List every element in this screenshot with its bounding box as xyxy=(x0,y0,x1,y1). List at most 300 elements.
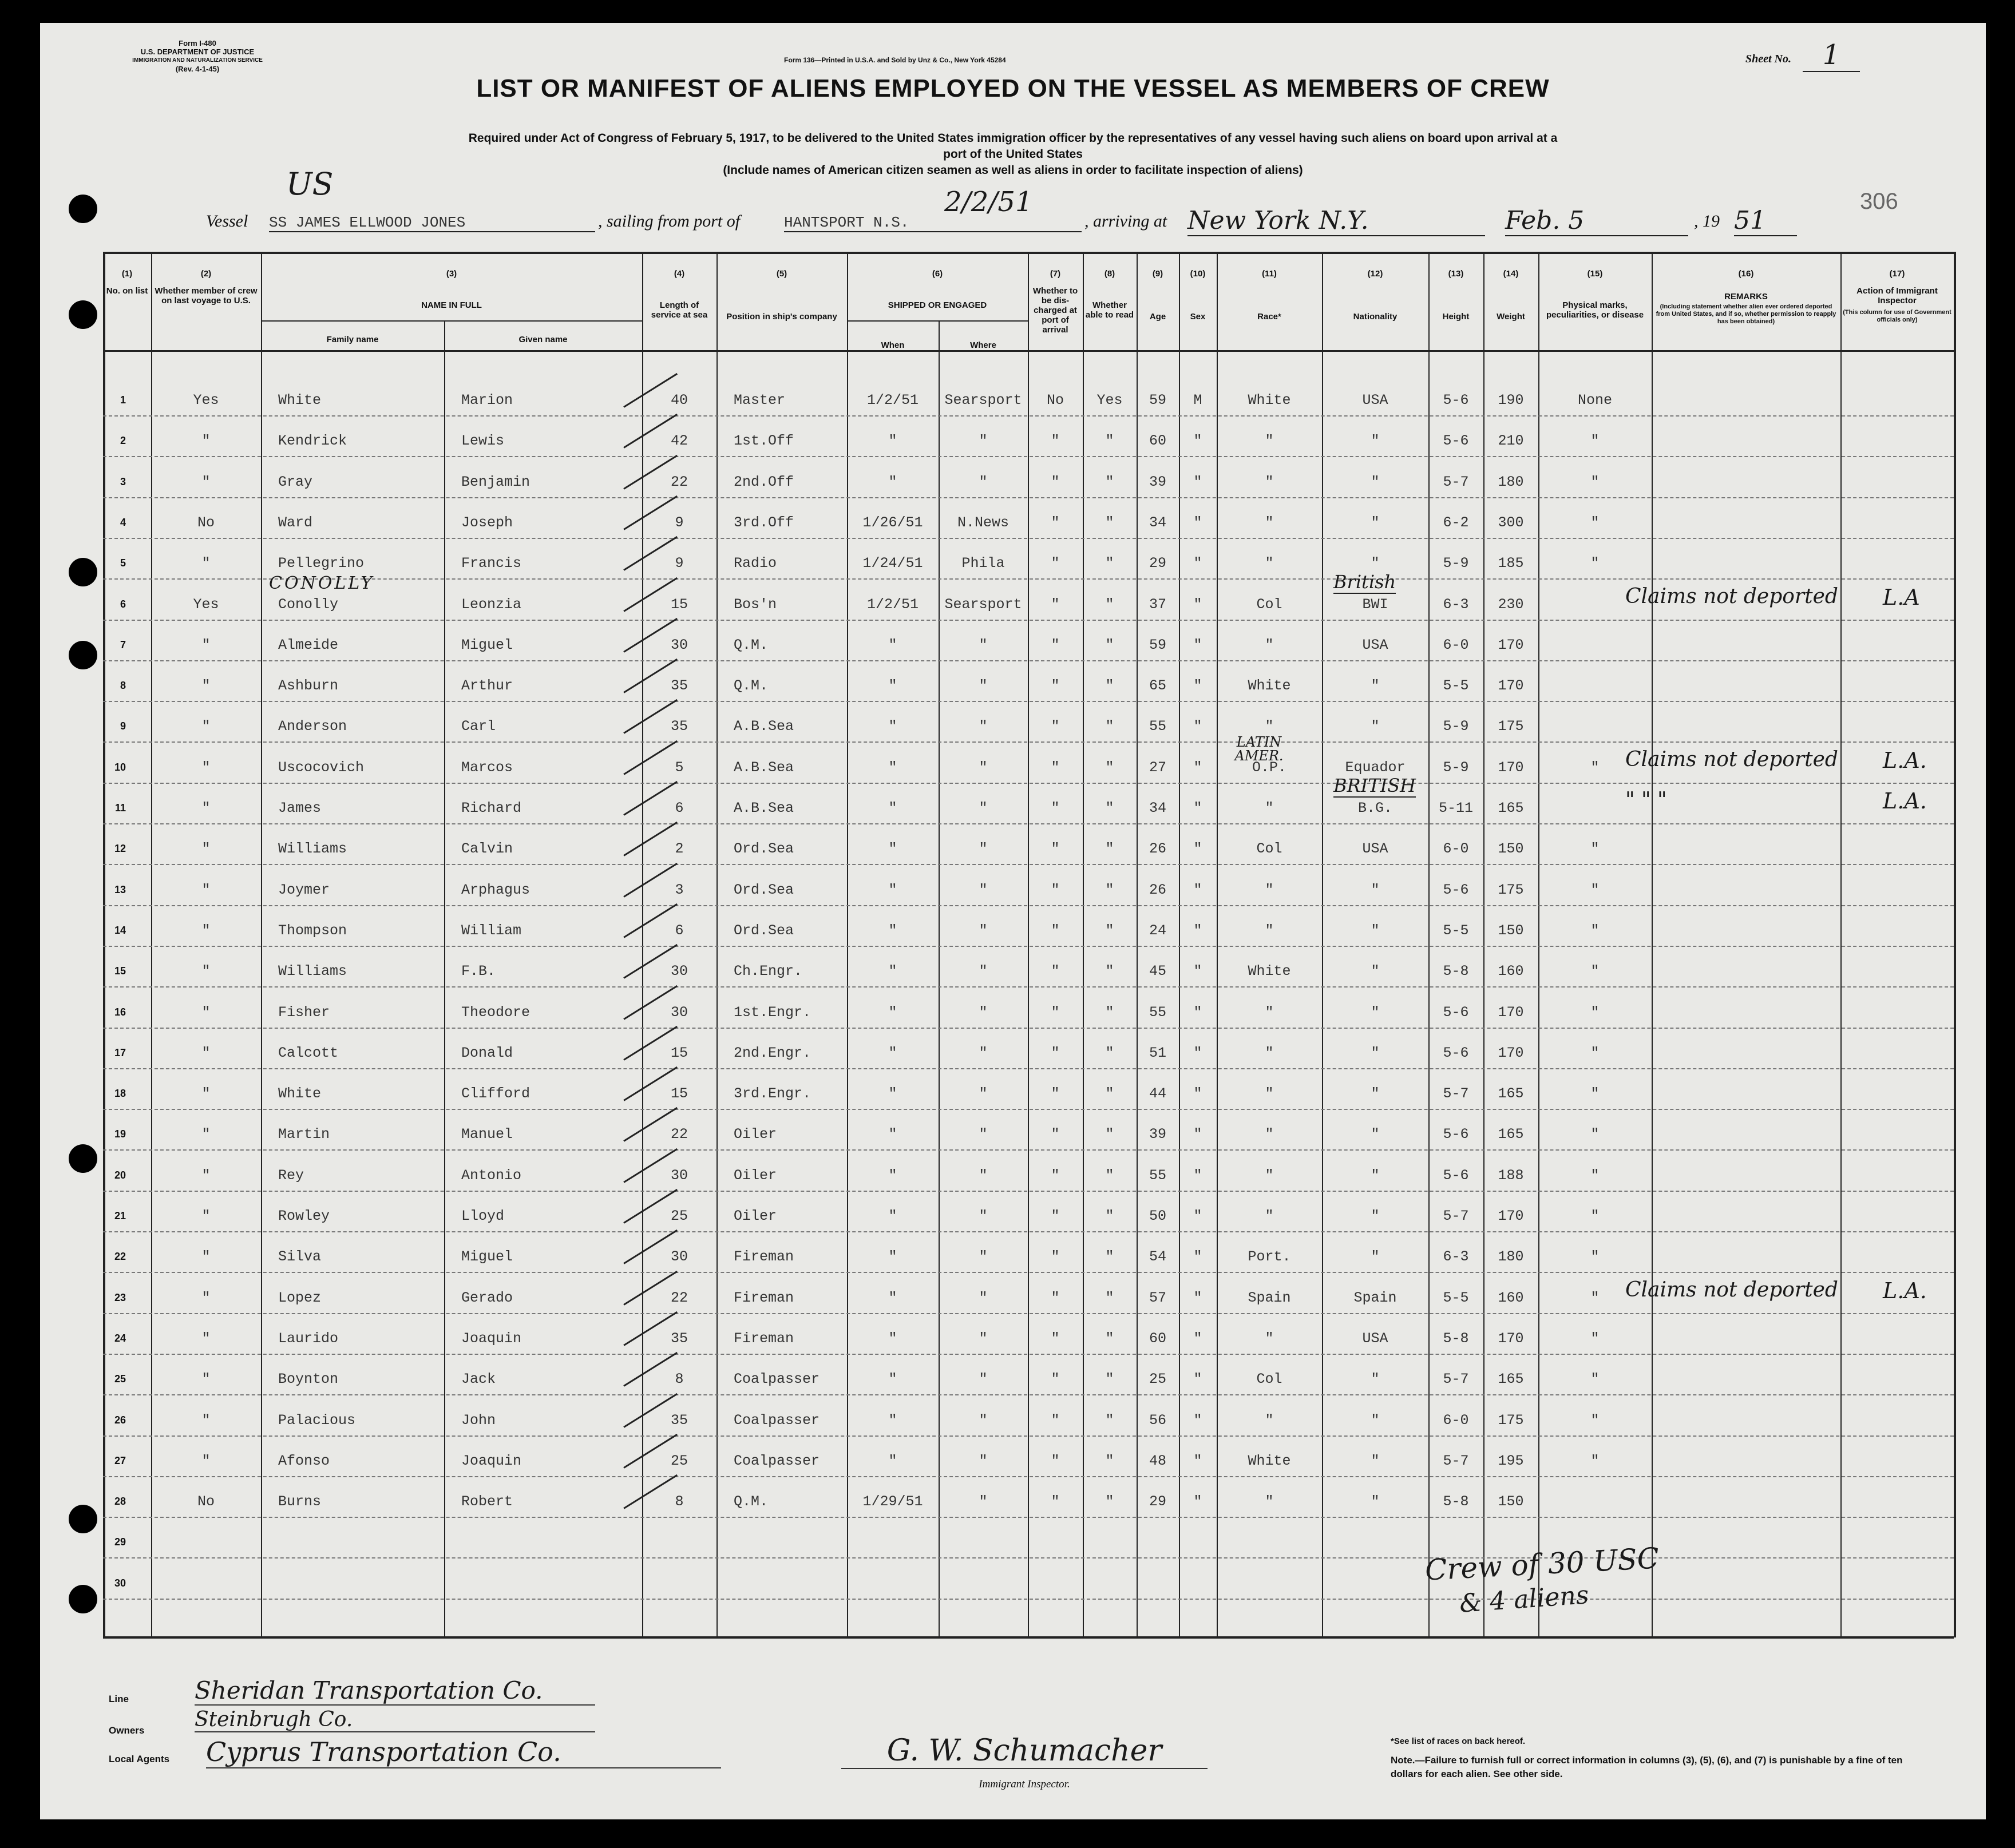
cell-weight: 188 xyxy=(1498,1167,1524,1184)
cell-where: " xyxy=(979,1167,988,1184)
cell-weight: 185 xyxy=(1498,555,1524,572)
cell-given: Lloyd xyxy=(461,1208,505,1224)
cell-sex: " xyxy=(1193,759,1202,776)
cell-discharged: " xyxy=(1051,1493,1060,1510)
cell-when: " xyxy=(888,1044,897,1061)
cell-read: " xyxy=(1105,1411,1114,1429)
cell-height: 6-0 xyxy=(1443,636,1469,653)
cell-weight: 165 xyxy=(1498,1085,1524,1103)
cell-sex: " xyxy=(1193,636,1202,653)
cell-read: " xyxy=(1105,596,1114,613)
cell-height: 5-5 xyxy=(1443,1289,1469,1306)
table-row xyxy=(103,620,1954,661)
cell-where: " xyxy=(979,677,988,695)
subtitle-line-2: port of the United States xyxy=(943,148,1083,161)
cell-discharged: " xyxy=(1051,1330,1060,1347)
cell-where: " xyxy=(979,473,988,490)
col3-label: NAME IN FULL xyxy=(421,300,482,310)
cell-height: 6-3 xyxy=(1443,1248,1469,1266)
cell-service: 35 xyxy=(670,718,688,735)
cell-position: Q.M. xyxy=(734,636,769,653)
cell-nationality: " xyxy=(1371,1085,1380,1103)
row-number: 22 xyxy=(114,1251,126,1263)
cell-discharged: " xyxy=(1051,800,1060,816)
nationality-annotation: BRITISH xyxy=(1333,775,1416,796)
cell-age: 55 xyxy=(1149,1004,1166,1021)
cell-race: Col xyxy=(1256,1371,1282,1388)
cell-race: " xyxy=(1265,1044,1274,1061)
table-row xyxy=(103,660,1954,702)
cell-nationality: USA xyxy=(1362,840,1388,858)
cell-given: Clifford xyxy=(461,1085,531,1103)
cell-service: 8 xyxy=(675,1371,684,1388)
cell-marks: " xyxy=(1590,840,1600,858)
col12-label: Nationality xyxy=(1353,312,1398,322)
table-row xyxy=(103,1476,1954,1518)
cell-weight: 180 xyxy=(1498,473,1524,490)
cell-prev: " xyxy=(201,840,211,858)
cell-when: " xyxy=(888,433,897,450)
cell-when: " xyxy=(888,1004,897,1021)
cell-service: 30 xyxy=(670,636,688,653)
given-name-header: Given name xyxy=(518,335,568,344)
department: U.S. DEPARTMENT OF JUSTICE xyxy=(140,47,255,56)
cell-race: " xyxy=(1265,1126,1274,1143)
col12-num: (12) xyxy=(1367,269,1383,279)
cell-prev: " xyxy=(201,1371,211,1388)
cell-position: 1st.Off xyxy=(734,433,794,450)
cell-read: " xyxy=(1105,1330,1114,1347)
cell-race: " xyxy=(1265,881,1274,898)
cell-nationality: USA xyxy=(1362,636,1388,653)
cell-position: Ch.Engr. xyxy=(734,963,803,980)
where-header: Where xyxy=(970,340,996,350)
cell-prev: " xyxy=(201,1330,211,1347)
cell-position: Ord.Sea xyxy=(734,881,794,898)
cell-race: " xyxy=(1265,473,1274,490)
cell-where: N.News xyxy=(957,514,1009,531)
cell-height: 6-2 xyxy=(1443,514,1469,531)
cell-family: Palacious xyxy=(278,1411,356,1429)
col8-label: Whether able to read xyxy=(1085,300,1134,320)
cell-nationality: " xyxy=(1371,1493,1380,1510)
sheet-number: 1 xyxy=(1803,39,1860,72)
row-number: 13 xyxy=(114,883,126,895)
cell-age: 59 xyxy=(1149,392,1166,409)
cell-prev: " xyxy=(201,433,211,450)
cell-given: Miguel xyxy=(461,1248,513,1266)
cell-nationality: " xyxy=(1371,1044,1380,1061)
cell-where: " xyxy=(979,800,988,816)
cell-where: " xyxy=(979,1411,988,1429)
cell-family: Ward xyxy=(278,514,313,531)
cell-position: Fireman xyxy=(734,1248,794,1266)
cell-weight: 170 xyxy=(1498,636,1524,653)
cell-discharged: " xyxy=(1051,1044,1060,1061)
cell-when: " xyxy=(888,677,897,695)
cell-age: 29 xyxy=(1149,555,1166,572)
cell-weight: 175 xyxy=(1498,1411,1524,1429)
subheader-rule xyxy=(261,320,642,322)
cell-age: 25 xyxy=(1149,1371,1166,1388)
cell-weight: 165 xyxy=(1498,1126,1524,1143)
table-row xyxy=(103,946,1954,988)
cell-age: 27 xyxy=(1149,759,1166,776)
cell-service: 2 xyxy=(675,840,684,858)
cell-prev: " xyxy=(201,1044,211,1061)
cell-family: Joymer xyxy=(278,881,330,898)
cell-discharged: " xyxy=(1051,922,1060,939)
cell-family: Williams xyxy=(278,963,347,980)
cell-when: 1/24/51 xyxy=(862,555,923,572)
cell-height: 5-7 xyxy=(1443,473,1469,490)
row-number: 16 xyxy=(114,1006,126,1018)
row-number: 4 xyxy=(120,516,126,528)
cell-marks: " xyxy=(1590,1208,1600,1224)
col6-num: (6) xyxy=(932,269,943,279)
cell-sex: " xyxy=(1193,1411,1202,1429)
row-number: 21 xyxy=(114,1210,126,1222)
cell-service: 15 xyxy=(670,596,688,613)
cell-given: Joaquin xyxy=(461,1452,522,1469)
line-value: Sheridan Transportation Co. xyxy=(195,1676,595,1706)
cell-height: 5-8 xyxy=(1443,1493,1469,1510)
cell-read: Yes xyxy=(1096,392,1123,409)
cell-prev: " xyxy=(201,1208,211,1224)
note-label: Note. xyxy=(1391,1755,1415,1766)
cell-weight: 170 xyxy=(1498,1044,1524,1061)
cell-race: " xyxy=(1265,514,1274,531)
row-number: 2 xyxy=(120,435,126,447)
cell-sex: " xyxy=(1193,1452,1202,1469)
cell-when: " xyxy=(888,1126,897,1143)
col13-label: Height xyxy=(1442,312,1470,322)
page-title: LIST OR MANIFEST OF ALIENS EMPLOYED ON THE VESSEL AS MEMBERS OF CREW xyxy=(476,74,1550,102)
cell-age: 59 xyxy=(1149,636,1166,653)
cell-nationality: B.G. xyxy=(1357,800,1392,816)
inspector-signature: G. W. Schumacher xyxy=(841,1734,1208,1769)
cell-position: Fireman xyxy=(734,1330,794,1347)
cell-discharged: " xyxy=(1051,1126,1060,1143)
col9-num: (9) xyxy=(1152,269,1163,279)
cell-nationality: " xyxy=(1371,963,1380,980)
col17-label: Action of Immigrant Inspector xyxy=(1856,286,1938,306)
col5-label: Position in ship's company xyxy=(726,312,837,322)
cell-weight: 175 xyxy=(1498,881,1524,898)
cell-when: " xyxy=(888,1371,897,1388)
cell-race: Col xyxy=(1256,840,1282,858)
table-row xyxy=(103,1395,1954,1437)
cell-sex: " xyxy=(1193,1248,1202,1266)
cell-discharged: " xyxy=(1051,963,1060,980)
cell-given: Richard xyxy=(461,800,522,816)
cell-service: 42 xyxy=(670,433,688,450)
col17-num: (17) xyxy=(1889,269,1905,279)
cell-race: " xyxy=(1265,800,1274,816)
cell-where: " xyxy=(979,1248,988,1266)
cell-age: 57 xyxy=(1149,1289,1166,1306)
cell-race: " xyxy=(1265,718,1274,735)
cell-prev: Yes xyxy=(193,392,219,409)
vessel-name: SS JAMES ELLWOOD JONES xyxy=(269,214,595,232)
row-number: 6 xyxy=(120,598,126,610)
table-row xyxy=(103,905,1954,947)
cell-height: 6-3 xyxy=(1443,596,1469,613)
cell-age: 50 xyxy=(1149,1208,1166,1224)
cell-family: Kendrick xyxy=(278,433,347,450)
row-number: 10 xyxy=(114,761,126,773)
agents-value: Cyprus Transportation Co. xyxy=(206,1736,721,1768)
cell-marks: " xyxy=(1590,1371,1600,1388)
printer-line: Form 136—Printed in U.S.A. and Sold by Unz & Co., New York 45284 xyxy=(784,56,1006,64)
cell-sex: " xyxy=(1193,1208,1202,1224)
cell-given: William xyxy=(461,922,522,939)
col14-num: (14) xyxy=(1503,269,1519,279)
cell-given: Manuel xyxy=(461,1126,513,1143)
sailing-label: , sailing from port of xyxy=(598,212,741,231)
cell-discharged: " xyxy=(1051,677,1060,695)
cell-marks: " xyxy=(1590,1167,1600,1184)
cell-discharged: " xyxy=(1051,1085,1060,1103)
cell-where: " xyxy=(979,922,988,939)
cell-where: Phila xyxy=(961,555,1005,572)
table-row xyxy=(103,1109,1954,1151)
cell-discharged: " xyxy=(1051,1411,1060,1429)
cell-read: " xyxy=(1105,514,1114,531)
arrival-date: Feb. 5 xyxy=(1505,206,1688,236)
row-number: 29 xyxy=(114,1536,126,1548)
cell-weight: 160 xyxy=(1498,963,1524,980)
cell-read: " xyxy=(1105,1208,1114,1224)
row-number: 11 xyxy=(114,802,126,814)
cell-height: 5-9 xyxy=(1443,555,1469,572)
cell-read: " xyxy=(1105,1452,1114,1469)
table-row xyxy=(103,701,1954,743)
owners-value: Steinbrugh Co. xyxy=(195,1708,595,1732)
cell-prev: " xyxy=(201,1167,211,1184)
cell-position: 1st.Engr. xyxy=(734,1004,811,1021)
col6-label: SHIPPED OR ENGAGED xyxy=(888,300,987,310)
crew-summary-aliens: & 4 aliens xyxy=(1458,1580,1590,1619)
cell-when: 1/2/51 xyxy=(866,596,919,613)
cell-race: White xyxy=(1248,392,1291,409)
cell-age: 60 xyxy=(1149,1330,1166,1347)
cell-family: Martin xyxy=(278,1126,330,1143)
row-number: 25 xyxy=(114,1373,126,1385)
cell-sex: " xyxy=(1193,718,1202,735)
cell-given: Arphagus xyxy=(461,881,531,898)
table-row xyxy=(103,1068,1954,1110)
inspector-action: L.A xyxy=(1883,584,1920,610)
cell-given: John xyxy=(461,1411,496,1429)
cell-height: 5-11 xyxy=(1438,800,1473,816)
cell-nationality: " xyxy=(1371,1371,1380,1388)
cell-age: 51 xyxy=(1149,1044,1166,1061)
cell-read: " xyxy=(1105,1004,1114,1021)
cell-where: " xyxy=(979,1371,988,1388)
cell-discharged: " xyxy=(1051,433,1060,450)
cell-sex: " xyxy=(1193,840,1202,858)
cell-marks: " xyxy=(1590,433,1600,450)
cell-given: Theodore xyxy=(461,1004,531,1021)
cell-weight: 230 xyxy=(1498,596,1524,613)
cell-family: Burns xyxy=(278,1493,322,1510)
cell-service: 35 xyxy=(670,1411,688,1429)
cell-discharged: " xyxy=(1051,1452,1060,1469)
cell-where: " xyxy=(979,840,988,858)
cell-read: " xyxy=(1105,881,1114,898)
cell-weight: 170 xyxy=(1498,759,1524,776)
col1-label: No. on list xyxy=(106,286,148,296)
cell-age: 48 xyxy=(1149,1452,1166,1469)
cell-weight: 165 xyxy=(1498,800,1524,816)
cell-read: " xyxy=(1105,922,1114,939)
cell-sex: " xyxy=(1193,1330,1202,1347)
cell-race: " xyxy=(1265,1411,1274,1429)
fine-note xyxy=(1391,1754,1929,1781)
cell-given: F.B. xyxy=(461,963,496,980)
cell-nationality: " xyxy=(1371,1411,1380,1429)
col3-num: (3) xyxy=(446,269,457,279)
remarks-handwritten: Claims not deported xyxy=(1625,747,1838,771)
cell-given: Joaquin xyxy=(461,1330,522,1347)
table-row xyxy=(103,987,1954,1029)
cell-position: Coalpasser xyxy=(734,1371,820,1388)
cell-when: " xyxy=(888,840,897,858)
cell-position: 3rd.Engr. xyxy=(734,1085,811,1103)
cell-race: White xyxy=(1248,1452,1291,1469)
cell-prev: " xyxy=(201,1004,211,1021)
cell-service: 30 xyxy=(670,1167,688,1184)
cell-service: 22 xyxy=(670,1126,688,1143)
cell-nationality: " xyxy=(1371,1167,1380,1184)
cell-read: " xyxy=(1105,677,1114,695)
cell-discharged: " xyxy=(1051,1208,1060,1224)
when-header: When xyxy=(881,340,905,350)
row-number: 27 xyxy=(114,1454,126,1466)
cell-weight: 210 xyxy=(1498,433,1524,450)
nationality-annotation: British xyxy=(1333,570,1396,593)
cell-nationality: Equador xyxy=(1345,759,1406,776)
cell-family: Anderson xyxy=(278,718,347,735)
col5-num: (5) xyxy=(776,269,787,279)
cell-weight: 195 xyxy=(1498,1452,1524,1469)
row-number: 17 xyxy=(114,1046,126,1058)
cell-race: Port. xyxy=(1248,1248,1291,1266)
cell-discharged: " xyxy=(1051,596,1060,613)
cell-marks: None xyxy=(1577,392,1612,409)
cell-read: " xyxy=(1105,963,1114,980)
cell-position: Oiler xyxy=(734,1126,777,1143)
cell-nationality: " xyxy=(1371,555,1380,572)
cell-height: 5-7 xyxy=(1443,1085,1469,1103)
cell-race: " xyxy=(1265,1167,1274,1184)
cell-where: " xyxy=(979,1208,988,1224)
cell-when: " xyxy=(888,1330,897,1347)
cell-family: Fisher xyxy=(278,1004,330,1021)
table-row xyxy=(103,538,1954,580)
col2-num: (2) xyxy=(200,269,212,279)
cell-service: 30 xyxy=(670,1248,688,1266)
cell-read: " xyxy=(1105,759,1114,776)
crew-summary: Crew of 30 USC xyxy=(1424,1541,1660,1587)
cell-nationality: BWI xyxy=(1362,596,1388,613)
col14-label: Weight xyxy=(1497,312,1525,322)
cell-where: " xyxy=(979,759,988,776)
cell-height: 6-0 xyxy=(1443,1411,1469,1429)
cell-age: 44 xyxy=(1149,1085,1166,1103)
subtitle-line-1: Required under Act of Congress of February 5, 1917, to be delivered to the United States immigration officer by the representatives of any vessel having such aliens on board upon arrival at a xyxy=(468,132,1558,145)
cell-discharged: " xyxy=(1051,1167,1060,1184)
cell-given: Marion xyxy=(461,392,513,409)
cell-prev: " xyxy=(201,473,211,490)
cell-when: " xyxy=(888,800,897,816)
cell-service: 25 xyxy=(670,1452,688,1469)
col16-label: REMARKS xyxy=(1724,292,1768,302)
cell-prev: " xyxy=(201,1289,211,1306)
line-label: Line xyxy=(109,1694,129,1704)
cell-marks: " xyxy=(1590,555,1600,572)
cell-where: " xyxy=(979,1085,988,1103)
cell-given: Lewis xyxy=(461,433,505,450)
remarks-handwritten: Claims not deported xyxy=(1625,1278,1838,1302)
cell-where: " xyxy=(979,881,988,898)
cell-height: 5-5 xyxy=(1443,677,1469,695)
table-row xyxy=(103,823,1954,865)
row-number: 1 xyxy=(120,394,126,406)
punch-hole xyxy=(69,641,97,669)
cell-height: 5-6 xyxy=(1443,881,1469,898)
cell-nationality: " xyxy=(1371,1208,1380,1224)
cell-service: 25 xyxy=(670,1208,688,1224)
cell-discharged: No xyxy=(1046,392,1064,409)
cell-marks: " xyxy=(1590,1452,1600,1469)
col16-num: (16) xyxy=(1738,269,1754,279)
cell-height: 5-6 xyxy=(1443,392,1469,409)
cell-sex: " xyxy=(1193,1289,1202,1306)
family-name-correction: CONOLLY xyxy=(269,573,375,593)
cell-position: Ord.Sea xyxy=(734,922,794,939)
table-row xyxy=(103,1313,1954,1355)
cell-sex: M xyxy=(1193,392,1202,409)
cell-marks: " xyxy=(1590,473,1600,490)
row-number: 12 xyxy=(114,843,126,855)
cell-where: " xyxy=(979,1004,988,1021)
col15-num: (15) xyxy=(1587,269,1603,279)
cell-service: 8 xyxy=(675,1493,684,1510)
punch-hole xyxy=(69,1585,97,1613)
table-row xyxy=(103,1558,1954,1600)
row-number: 23 xyxy=(114,1291,126,1303)
cell-service: 22 xyxy=(670,1289,688,1306)
row-number: 26 xyxy=(114,1414,126,1426)
cell-prev: " xyxy=(201,718,211,735)
cell-height: 5-6 xyxy=(1443,1044,1469,1061)
service-name: IMMIGRATION AND NATURALIZATION SERVICE xyxy=(132,57,263,64)
cell-when: " xyxy=(888,473,897,490)
cell-where: " xyxy=(979,1493,988,1510)
subtitle-act xyxy=(155,130,1871,179)
cell-read: " xyxy=(1105,840,1114,858)
cell-marks: " xyxy=(1590,1330,1600,1347)
cell-when: " xyxy=(888,636,897,653)
cell-when: " xyxy=(888,881,897,898)
cell-read: " xyxy=(1105,555,1114,572)
col4-num: (4) xyxy=(674,269,685,279)
inspector-action: L.A. xyxy=(1883,1278,1927,1303)
cell-weight: 165 xyxy=(1498,1371,1524,1388)
cell-read: " xyxy=(1105,718,1114,735)
